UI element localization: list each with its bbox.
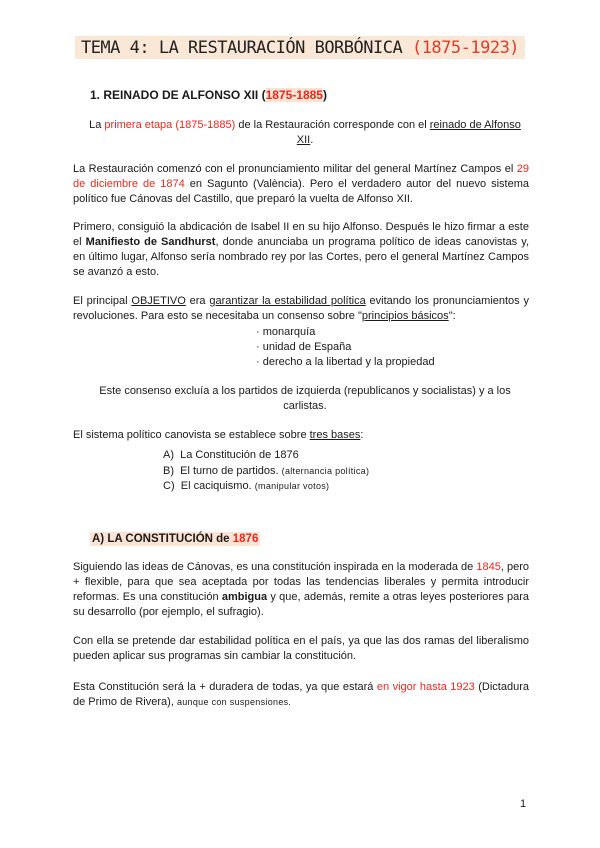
list-item (163, 479, 369, 495)
underline-objetivo: OBJETIVO (131, 295, 186, 307)
text: La (89, 119, 105, 131)
heading1-label: 1. REINADO DE ALFONSO XII ( (90, 88, 266, 102)
list-text: El caciquismo. (180, 480, 255, 492)
paragraph-consenso: Este consenso excluía a los partidos de izquierda (republicanos y socialistas) y a los carlistas. (99, 385, 511, 412)
text: era (185, 295, 210, 307)
page-number: 1 (520, 798, 527, 810)
page-title (75, 36, 525, 59)
heading1-close: ) (322, 88, 327, 102)
paragraph-constitucion (73, 560, 529, 620)
heading2-label: A) LA CONSTITUCIÓN de (92, 533, 233, 545)
heading1-years: 1875-1885 (265, 88, 323, 102)
list-item (163, 448, 369, 464)
list-item: · derecho a la libertad y la propiedad (256, 356, 435, 368)
highlight-vigor: en vigor hasta 1923 (376, 681, 475, 693)
text: ": (448, 310, 456, 322)
underline-estabilidad: garantizar la estabilidad política (209, 295, 366, 307)
list-letter: A) (163, 449, 174, 461)
title-years: (1875-1923) (411, 38, 520, 58)
text: : (360, 429, 364, 441)
text: de la Restauración corresponde con el (235, 119, 430, 131)
text: en Sagunto (València). Pero el verdadero autor del nuevo sistema político fue Cánovas del Castillo, que preparó la vuelta de Alfonso XII. (73, 178, 529, 205)
section-heading-reinado (90, 88, 327, 102)
highlight-primera-etapa: primera etapa (1875-1885) (104, 119, 236, 131)
paragraph-duradera (73, 680, 529, 710)
paragraph-abdicacion (73, 220, 529, 280)
title-block (0, 36, 600, 59)
list-item: · monarquía (256, 326, 316, 338)
text: evitando los pronunciamientos y revoluciones. Para esto se necesitaba un consenso sobre " (73, 295, 529, 322)
text: , donde anunciaba un programa político de ideas canovistas y, en último lugar, Alfonso sería nombrado rey por las Cortes, pero el general Martínez Campos se avanzó a esto. (73, 236, 530, 278)
bold-manifiesto: Manifiesto de Sandhurst (85, 236, 216, 248)
text: El sistema político canovista se establece sobre (73, 429, 310, 441)
list-text: El turno de partidos. (180, 464, 282, 477)
paragraph-primera-etapa (82, 118, 528, 148)
text: El principal (73, 295, 132, 307)
text: Primero, consiguió la abdicación de Isabel II en su hijo Alfonso. Después le hizo firmar a este el (73, 221, 529, 248)
highlight-1845: 1845 (476, 561, 501, 573)
text: , pero + flexible, para que sea aceptada por todas las tendencias liberales y permita introducir reformas. Es una constitución (73, 561, 529, 603)
text: La Restauración comenzó con el pronunciamiento militar del general Martínez Campos el (73, 163, 517, 175)
title-text: TEMA 4: LA RESTAURACIÓN BORBÓNICA (80, 38, 412, 58)
text: (Dictadura de Primo de Rivera), (73, 681, 529, 708)
note-suspensiones: aunque con suspensiones. (176, 697, 292, 707)
paragraph-pronunciamiento (73, 162, 529, 207)
bases-list (163, 448, 369, 495)
underline-principios: principios básicos (361, 310, 449, 322)
bold-ambigua: ambigua (221, 591, 268, 603)
list-note: (manipular votos) (254, 481, 330, 491)
list-letter: C) (163, 480, 175, 492)
paragraph-estabilidad: Con ella se pretende dar estabilidad política en el país, ya que las dos ramas del liberalismo pueden aplicar sus programas sin cambiar la constitución. (73, 635, 529, 662)
list-item: · unidad de España (256, 341, 352, 353)
text: Siguiendo las ideas de Cánovas, es una constitución inspirada en la moderada de (73, 561, 477, 573)
text: Esta Constitución será la + duradera de todas, ya que estará (73, 681, 377, 693)
section-heading-constitucion (90, 532, 260, 546)
list-text: La Constitución de 1876 (180, 449, 299, 461)
underline-tres-bases: tres bases (309, 429, 361, 441)
list-note: (alternancia política) (281, 465, 370, 476)
text: y que, además, remite a otras leyes posteriores para su desarrollo (por ejemplo, el sufragio). (73, 591, 529, 618)
principios-list (256, 325, 435, 370)
list-letter: B) (163, 464, 174, 477)
underline-reinado: reinado de Alfonso XII (296, 119, 521, 146)
paragraph-objetivo (73, 294, 529, 324)
heading2-year: 1876 (232, 533, 259, 545)
paragraph-tres-bases (73, 428, 529, 443)
list-item (163, 464, 369, 480)
highlight-date: 29 de diciembre de 1874 (73, 163, 529, 190)
text: . (310, 134, 314, 146)
